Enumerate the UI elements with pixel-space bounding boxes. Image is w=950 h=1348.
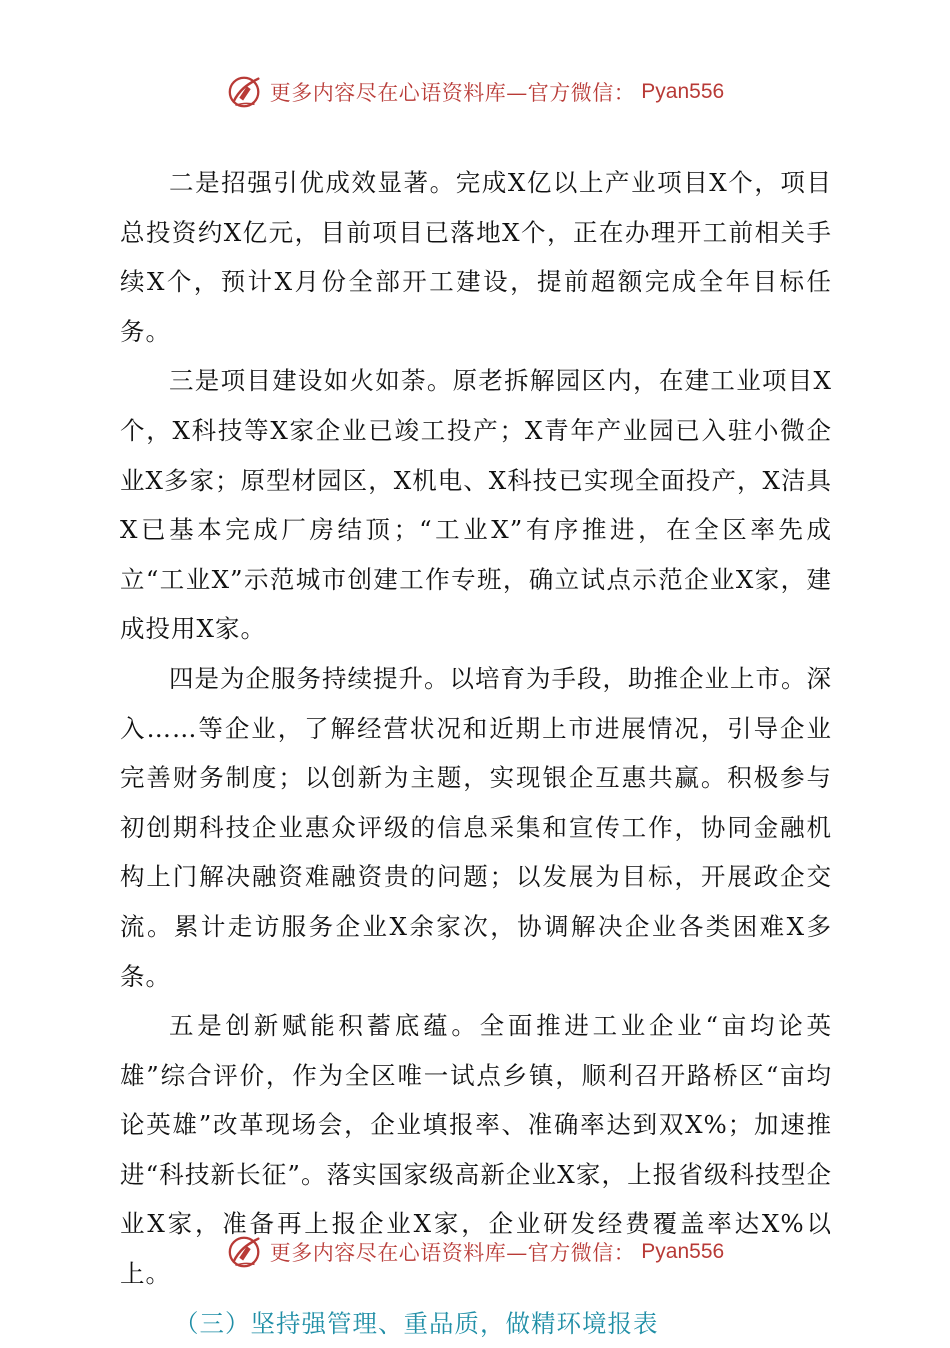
watermark-text: 更多内容尽在心语资料库—官方微信： xyxy=(269,81,636,105)
watermark-handle: Pyan556 xyxy=(641,80,725,103)
watermark-text: 更多内容尽在心语资料库—官方微信： xyxy=(269,1241,636,1265)
paragraph-project-construction: 三是项目建设如火如荼。原老拆解园区内，在建工业项目X个，X科技等X家企业已竣工投产；X青年产业园已入驻小微企业X多家；原型材园区，X机电、X科技已实现全面投产，X洁具X已基本完成厂房结顶；“工业X”有序推进，在全区率先成立“工业X”示范城市创建工作专班，确立试点示范企业X家，建成投用X家。 xyxy=(120,366,832,644)
watermark-handle: Pyan556 xyxy=(641,1240,725,1263)
pen-logo-icon xyxy=(226,1233,264,1271)
paragraph-enterprise-service: 四是为企服务持续提升。以培育为手段，助推企业上市。深入……等企业，了解经营状况和近期上市进展情况，引导企业完善财务制度；以创新为主题，实现银企互惠共赢。积极参与初创期科技企业惠众评级的信息采集和宣传工作，协同金融机构上门解决融资难融资贵的问题；以发展为目标，开展政企交流。累计走访服务企业X余家次，协调解决企业各类困难X多条。 xyxy=(120,663,832,991)
paragraph-innovation: 五是创新赋能积蓄底蕴。全面推进工业企业“亩均论英雄”综合评价，作为全区唯一试点乡镇，顺利召开路桥区“亩均论英雄”改革现场会，企业填报率、准确率达到双X%；加速推进“科技新长征”。落实国家级高新企业X家，上报省级科技型企业X家，准备再上报企业X家，企业研发经费覆盖率达X%以上。 xyxy=(120,1011,832,1289)
section-heading: （三）坚持强管理、重品质，做精环境报表 xyxy=(174,1308,659,1338)
watermark-banner-top xyxy=(0,72,950,112)
paragraph-investment: 二是招强引优成效显著。完成X亿以上产业项目X个，项目总投资约X亿元，目前项目已落地X个，正在办理开工前相关手续X个，预计X月份全部开工建设，提前超额完成全年目标任务。 xyxy=(120,168,832,346)
watermark-banner-bottom xyxy=(0,1232,950,1272)
document-body xyxy=(120,158,832,1348)
pen-logo-icon xyxy=(226,73,264,111)
